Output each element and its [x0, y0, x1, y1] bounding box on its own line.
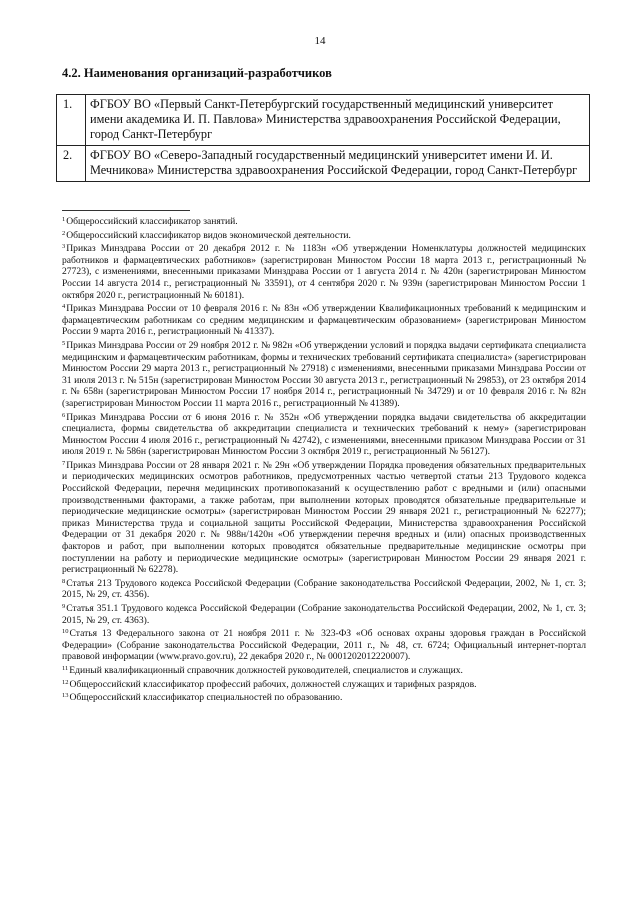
footnote — [62, 214, 586, 228]
footnote-mark: 1 — [62, 216, 66, 223]
footnote — [62, 663, 586, 677]
footnote — [62, 301, 586, 338]
footnote-text: Статья 351.1 Трудового кодекса Российской Федерации (Собрание законодательства Российской Федерации, 2002, № 1, ст. 3; 2015, № 29, ст. 4363). — [62, 603, 586, 626]
footnote — [62, 601, 586, 626]
organization-name: ФГБОУ ВО «Северо-Западный государственный медицинский университет имени И. И. Мечникова» Министерства здравоохранения Российской Федерации, город Санкт-Петербург — [86, 146, 590, 182]
footnote-text: Общероссийский классификатор профессий рабочих, должностей служащих и тарифных разрядов. — [69, 678, 477, 690]
footnote-text: Приказ Минздрава России от 6 июня 2016 г. № 352н «Об утверждении порядка выдачи свидетельства об аккредитации специалиста, формы свидетельства об аккредитации специалиста и технических требований к нему» (зарегистрирован Минюстом России 4 июля 2016 г., регистрационный № 42742), с изменениями, внесенными приказом Минздрава России от 31 июля 2019 г. № 586н (зарегистрирован Минюстом России 3 октября 2019 г., регистрационный № 56127). — [62, 411, 586, 458]
footnote — [62, 410, 586, 458]
footnote-mark: 9 — [62, 603, 66, 610]
footnote-mark: 7 — [62, 459, 66, 467]
footnote-mark: 4 — [62, 303, 66, 311]
footnote-mark: 8 — [62, 577, 66, 585]
footnote — [62, 338, 586, 410]
footnote — [62, 626, 586, 663]
footnote-mark: 10 — [62, 628, 69, 636]
organization-row — [57, 146, 590, 182]
footnote-mark: 13 — [62, 692, 69, 700]
footnote-mark: 2 — [62, 229, 66, 237]
footnote-text: Приказ Минздрава России от 20 декабря 2012 г. № 1183н «Об утверждении Номенклатуры должностей медицинских работников и фармацевтических работников» (зарегистрирован Минюстом России 18 марта 2013 г., регистрационный № 27723), с изменениями, внесенными приказами Минздрава России от 1 августа 2014 г. № 420н (зарегистрирован Минюстом России 14 августа 2014 г., регистрационный № 33591), от 4 сентября 2020 г. № 939н (зарегистрирован Минюстом России 1 октября 2020 г., регистрационный № 60181). — [62, 243, 586, 301]
footnote-text: Общероссийский классификатор занятий. — [66, 216, 238, 227]
footnote — [62, 690, 586, 704]
page-number: 14 — [314, 35, 326, 47]
footnote-text: Статья 213 Трудового кодекса Российской Федерации (Собрание законодательства Российской Федерации, 2002, № 1, ст. 3; 2015, № 29, ст. 4356). — [62, 577, 586, 601]
footnote-mark: 11 — [62, 664, 69, 672]
organization-number: 2. — [57, 146, 86, 182]
footnote — [62, 576, 586, 601]
footnote — [62, 677, 586, 691]
footnote-text: Единый квалификационный справочник должностей руководителей, специалистов и служащих. — [69, 664, 463, 676]
footnote — [62, 458, 586, 576]
footnote-text: Общероссийский классификатор специальностей по образованию. — [69, 692, 343, 704]
organization-number: 1. — [57, 95, 86, 146]
footnote-mark: 3 — [62, 243, 66, 251]
organization-row — [57, 95, 590, 146]
footnote — [62, 228, 586, 242]
footnotes-list — [62, 214, 586, 704]
footnote-text: Приказ Минздрава России от 10 февраля 2016 г. № 83н «Об утверждении Квалификационных требований к медицинским и фармацевтическим работникам со средним медицинским и фармацевтическим образованием» (зарегистрирован Минюстом России 9 марта 2016 г., регистрационный № 41337). — [62, 303, 586, 338]
footnote-mark: 12 — [62, 678, 69, 686]
footnote-mark: 5 — [62, 339, 66, 347]
footnote-text: Статья 13 Федерального закона от 21 ноября 2011 г. № 323-ФЗ «Об основах охраны здоровья граждан в Российской Федерации» (Собрание законодательства Российской Федерации, 2011 г., № 48, ст. 6724; Официальный интернет-портал правовой информации (www.pravo.gov.ru), 22 декабря 2020 г., № 0001202012220007). — [62, 628, 586, 663]
footnote-mark: 6 — [62, 411, 66, 419]
footnote-separator — [62, 210, 190, 211]
organizations-table-body — [57, 95, 590, 182]
organization-name: ФГБОУ ВО «Первый Санкт-Петербургский государственный медицинский университет имени академика И. П. Павлова» Министерства здравоохранения Российской Федерации, город Санкт-Петербург — [86, 95, 590, 146]
footnote — [62, 241, 586, 301]
section-heading: 4.2. Наименования организаций-разработчиков — [62, 66, 332, 80]
organizations-table — [56, 94, 590, 182]
footnote-text: Приказ Минздрава России от 28 января 2021 г. № 29н «Об утверждении Порядка проведения обязательных предварительных и периодических медицинских осмотров работников, предусмотренных частью четвертой статьи 213 Трудового кодекса Российской Федерации, перечня медицинских противопоказаний к осуществлению работ с вредными и (или) опасными производственными факторами, а также работам, при выполнении которых проводятся обязательные предварительные и периодические медицинские осмотры» (зарегистрирован Минюстом России 29 января 2021 г., регистрационный № 62277); приказ Министерства труда и социальной защиты Российской Федерации, Министерства здравоохранения Российской Федерации от 31 декабря 2020 г. № 988н/1420н «Об утверждении перечня вредных и (или) опасных производственных факторов и работ, при выполнении которых проводятся обязательные предварительные медицинские осмотры при поступлении на работу и периодические медицинские осмотры» (зарегистрирован Минюстом России 29 января 2021 г. регистрационный № 62278). — [62, 459, 586, 576]
footnote-text: Приказ Минздрава России от 29 ноября 2012 г. № 982н «Об утверждении условий и порядка выдачи сертификата специалиста медицинским и фармацевтическим работникам, формы и технических требований сертификата специалиста» (зарегистрирован Минюстом России 29 марта 2013 г., регистрационный № 27918) с изменениями, внесенными приказами Минздрава России от 31 июля 2013 г. № 515н (зарегистрирован Минюстом России 30 августа 2013 г., регистрационный № 29853), от 23 октября 2014 г. № 658н (зарегистрирован Минюстом России 17 ноября 2014 г., регистрационный № 34729) и от 10 февраля 2016 г. № 82н (зарегистрирован Минюстом России 11 марта 2016 г., регистрационный № 41389). — [62, 339, 586, 409]
footnote-text: Общероссийский классификатор видов экономической деятельности. — [66, 229, 351, 241]
